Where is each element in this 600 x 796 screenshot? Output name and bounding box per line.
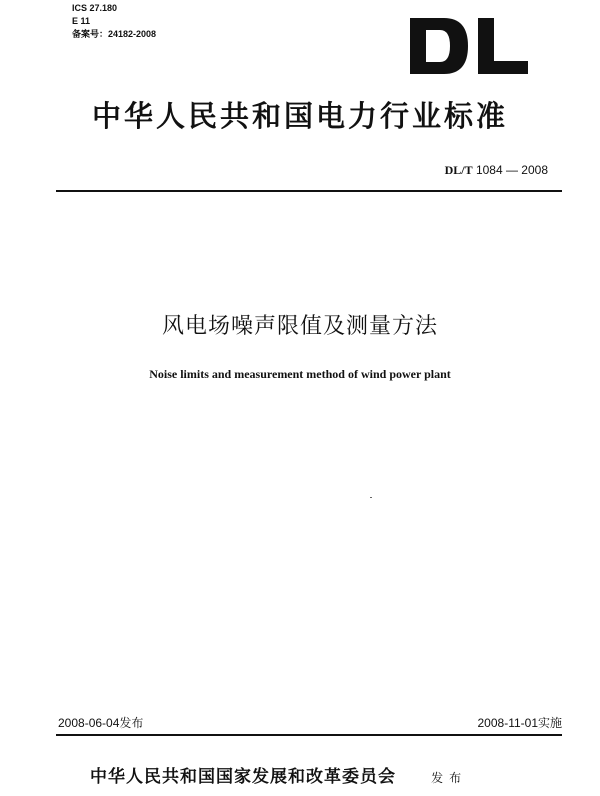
dl-logo-mark bbox=[410, 18, 530, 74]
standard-title: 中华人民共和国电力行业标准 bbox=[91, 99, 508, 133]
scan-speck bbox=[370, 497, 372, 498]
publisher-name: 中华人民共和国国家发展和改革委员会 bbox=[90, 767, 396, 787]
issue-date: 2008-06-04发布 bbox=[58, 716, 144, 730]
publish-label: 发布 bbox=[431, 771, 468, 785]
header-divider bbox=[56, 190, 562, 192]
effective-date: 2008-11-01实施 bbox=[477, 716, 562, 730]
document-title-cn: 风电场噪声限值及测量方法 bbox=[161, 314, 438, 339]
filing-number: 备案号：24182-2008 bbox=[72, 29, 157, 39]
document-title-en: Noise limits and measurement method of wind power plant bbox=[149, 367, 451, 381]
ics-code: ICS 27.180 bbox=[72, 3, 118, 13]
standard-code bbox=[445, 163, 548, 178]
dl-logo-letter-d bbox=[410, 18, 468, 74]
dl-logo bbox=[410, 18, 530, 74]
header-meta bbox=[72, 2, 156, 41]
standard-code-number: 1084 — 2008 bbox=[475, 163, 548, 177]
category-code: E 11 bbox=[72, 16, 91, 26]
dl-logo-letter-l bbox=[478, 18, 528, 74]
publisher-row bbox=[90, 762, 467, 787]
footer-divider bbox=[56, 734, 562, 736]
standard-code-prefix: DL/T bbox=[444, 163, 473, 177]
